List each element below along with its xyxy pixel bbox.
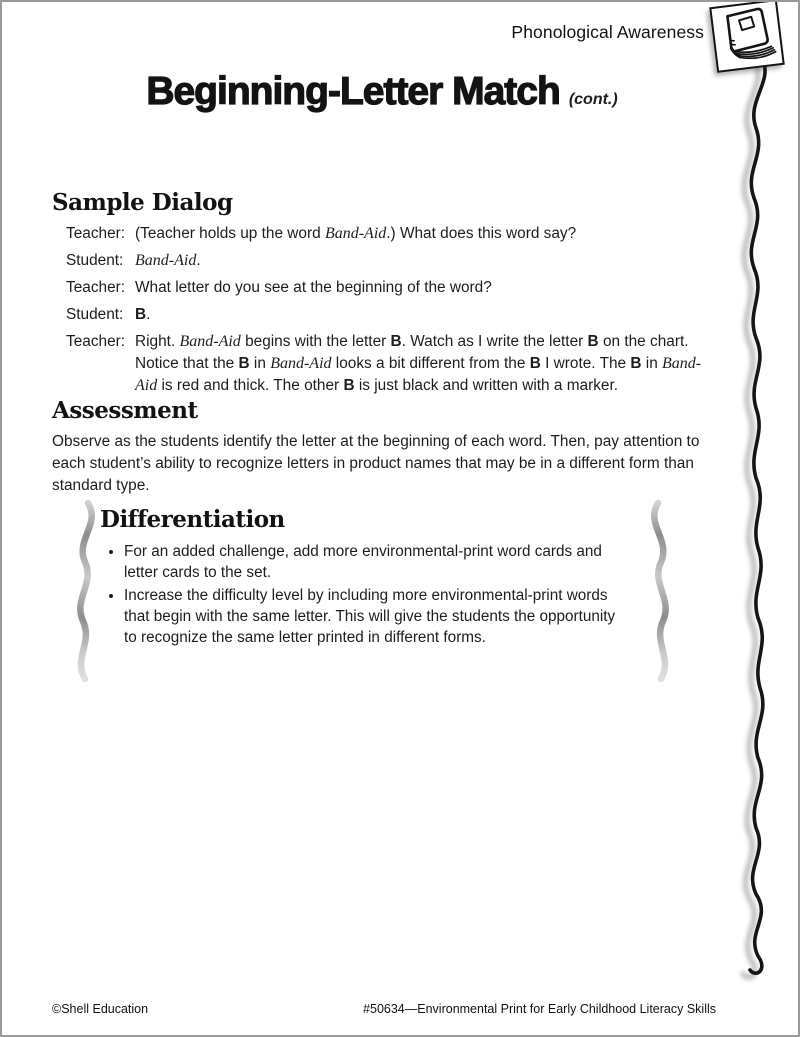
page-category-label: Phonological Awareness — [511, 22, 704, 42]
dialog-text: B. — [135, 306, 151, 323]
assessment-paragraph: Observe as the students identify the letter at the beginning of each word. Then, pay attention to each student’s ability to recognize letters in product names that may be in a different form than standard type. — [52, 433, 700, 494]
page-title-suffix: (cont.) — [568, 91, 618, 108]
dialog-speaker: Teacher: — [66, 225, 126, 242]
differentiation-bullet: • For an added challenge, add more environmental-print word cards and letter cards to the set. — [124, 541, 629, 583]
dialog-text: What letter do you see at the beginning of the word? — [135, 279, 492, 296]
dialog-row — [66, 250, 711, 272]
dialog-speaker: Student: — [66, 252, 124, 269]
dialog-text: Band-Aid. — [135, 252, 201, 269]
dialog-speaker: Teacher: — [66, 279, 126, 296]
dialog-text: Right. Band-Aid begins with the letter B. Watch as I write the letter B on the chart. Notice that the B in Band-Aid looks a bit different from the B I wrote. The B in Band-Aid is red and thick. The other B is just black and written with a marker. — [135, 333, 702, 394]
dialog-speaker: Student: — [66, 306, 124, 323]
dialog-text: (Teacher holds up the word Band-Aid.) What does this word say? — [135, 225, 577, 242]
page-title — [2, 70, 762, 114]
dialog-row — [66, 277, 711, 299]
differentiation-bullet: • Increase the difficulty level by including more environmental-print words that begin with the same letter. This will give the students the opportunity to recognize the same letter printed in different forms. — [124, 585, 629, 648]
footer-copyright: ©Shell Education — [52, 1002, 149, 1016]
dialog-row — [66, 331, 711, 397]
sample-dialog-heading: Sample Dialog — [52, 189, 233, 216]
page-title-text: Beginning-Letter Match — [146, 70, 560, 113]
wavy-ribbon-bookmark-icon — [708, 48, 800, 993]
differentiation-bullet-list — [124, 541, 629, 648]
assessment-heading: Assessment — [52, 397, 198, 424]
differentiation-heading: Differentiation — [100, 506, 285, 533]
dialog-row — [66, 223, 711, 245]
wavy-ribbon-right-icon — [636, 498, 680, 682]
differentiation-section — [100, 506, 640, 650]
footer-book-title: #50634—Environmental Print for Early Childhood Literacy Skills — [363, 1002, 716, 1016]
dialog-row — [66, 304, 711, 326]
dialog-list — [66, 223, 711, 402]
dialog-speaker: Teacher: — [66, 333, 126, 350]
book-icon — [709, 0, 785, 73]
